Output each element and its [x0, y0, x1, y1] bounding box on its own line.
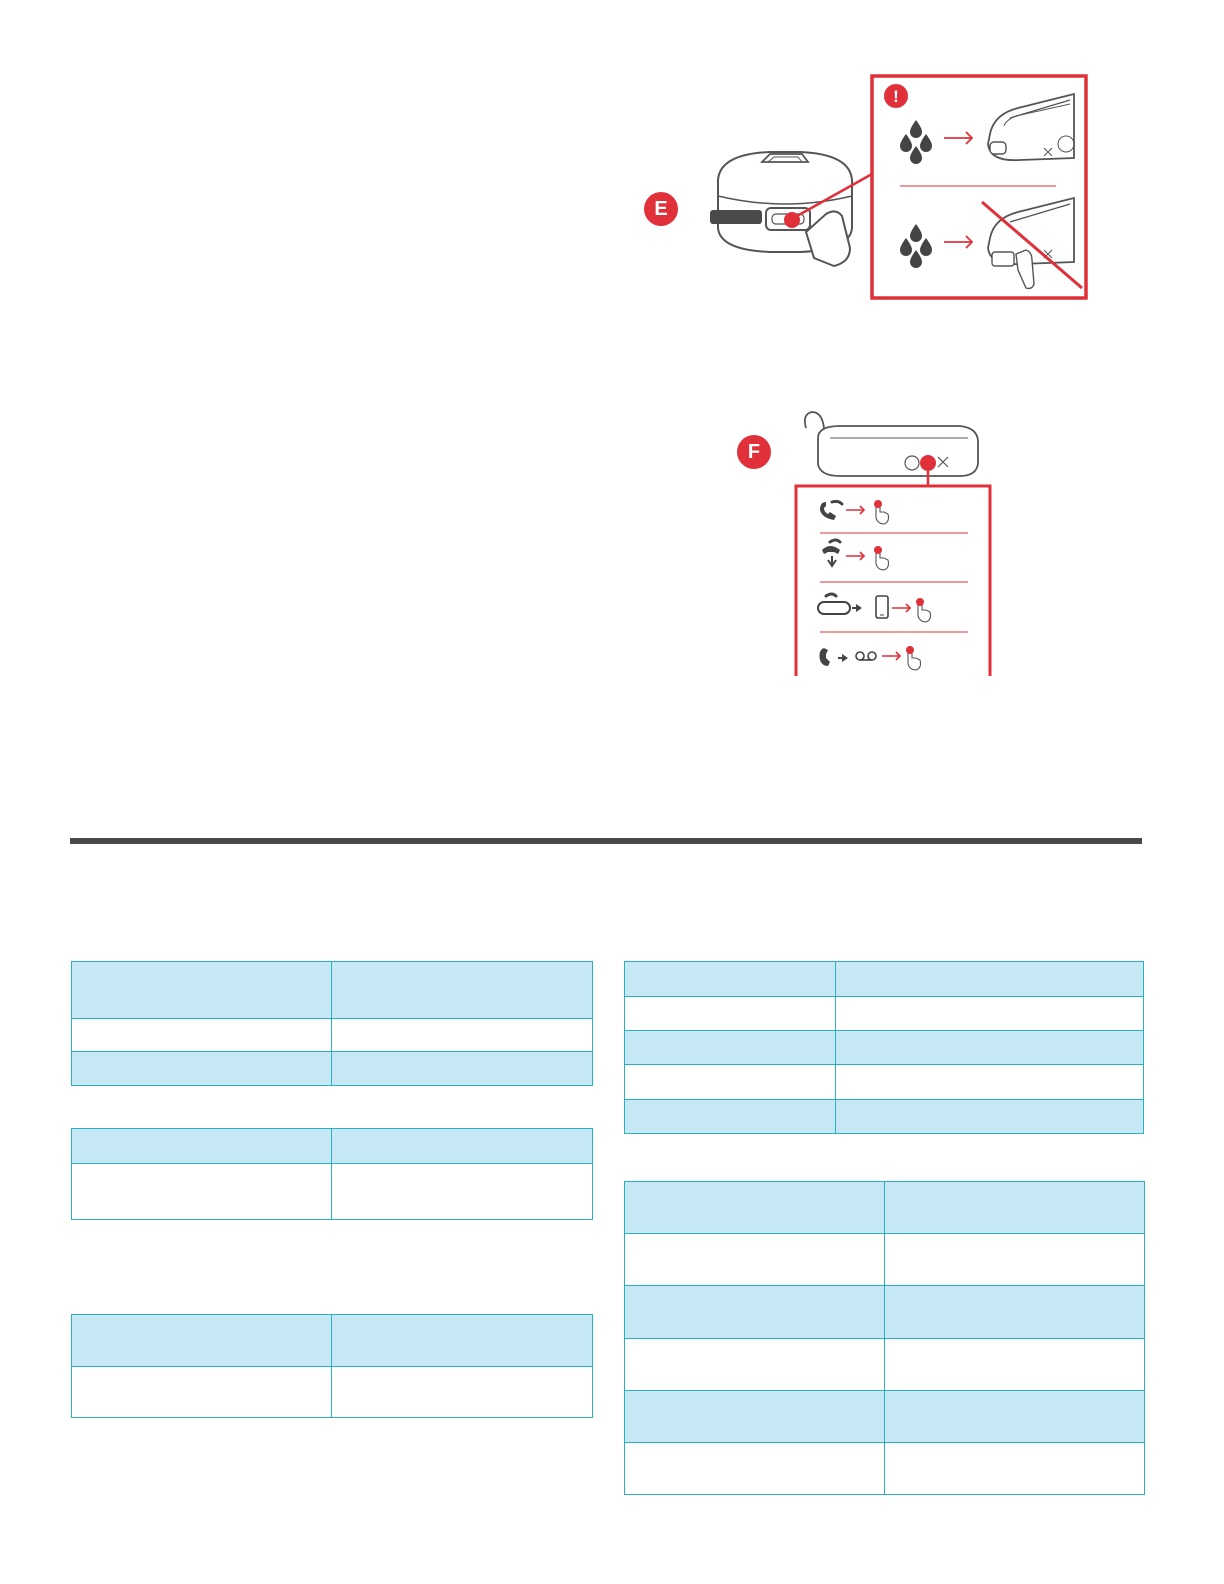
step-e-badge: E	[644, 192, 678, 226]
table-cell	[72, 1367, 332, 1418]
table-row	[72, 1164, 593, 1220]
table-row	[625, 962, 1144, 997]
table-cell	[72, 1019, 332, 1052]
table-cell	[332, 1019, 593, 1052]
table-row	[625, 1339, 1145, 1391]
table-row	[625, 1234, 1145, 1286]
table-row	[625, 1182, 1145, 1234]
table-cell	[836, 962, 1144, 997]
table-row	[625, 1391, 1145, 1443]
table-cell	[625, 1031, 836, 1065]
table-row	[72, 1019, 593, 1052]
table-row	[625, 1286, 1145, 1339]
table-row	[625, 1100, 1144, 1134]
step-f-badge: F	[737, 435, 771, 469]
table-cell	[332, 1164, 593, 1220]
table-cell	[836, 1100, 1144, 1134]
table-row	[625, 1065, 1144, 1100]
table-cell	[625, 1286, 885, 1339]
table-cell	[625, 1065, 836, 1100]
table-cell	[625, 1339, 885, 1391]
spec-table-left-middle	[71, 1128, 593, 1220]
table-cell	[836, 1031, 1144, 1065]
table-row	[72, 1367, 593, 1418]
table-cell	[332, 1052, 593, 1086]
table-cell	[625, 1391, 885, 1443]
button-functions-panel	[794, 484, 994, 676]
table-row	[625, 1443, 1145, 1495]
table-cell	[885, 1182, 1145, 1234]
table-cell	[332, 1129, 593, 1164]
table-cell	[885, 1443, 1145, 1495]
table-row	[72, 962, 593, 1019]
table-cell	[836, 1065, 1144, 1100]
table-cell	[885, 1391, 1145, 1443]
section-divider	[70, 838, 1142, 844]
headset-top-view-illustration	[800, 408, 990, 490]
table-cell	[332, 1367, 593, 1418]
table-cell	[72, 1315, 332, 1367]
spec-table-left-bottom	[71, 1314, 593, 1418]
table-row	[72, 1315, 593, 1367]
spec-table-right-top	[624, 961, 1144, 1134]
warning-badge: !	[893, 87, 899, 106]
table-cell	[625, 962, 836, 997]
table-cell	[72, 1052, 332, 1086]
table-cell	[72, 1164, 332, 1220]
table-cell	[332, 1315, 593, 1367]
table-cell	[72, 962, 332, 1019]
table-cell	[625, 997, 836, 1031]
table-cell	[625, 1234, 885, 1286]
table-cell	[332, 962, 593, 1019]
charging-case-illustration	[700, 140, 890, 280]
table-cell	[885, 1339, 1145, 1391]
table-row	[72, 1052, 593, 1086]
table-cell	[885, 1234, 1145, 1286]
table-cell	[72, 1129, 332, 1164]
table-cell	[836, 997, 1144, 1031]
moisture-warning-box	[870, 74, 1090, 302]
table-cell	[625, 1443, 885, 1495]
spec-table-left-top	[71, 961, 593, 1086]
table-row	[625, 997, 1144, 1031]
table-row	[625, 1031, 1144, 1065]
table-cell	[885, 1286, 1145, 1339]
table-cell	[625, 1100, 836, 1134]
table-cell	[625, 1182, 885, 1234]
table-row	[72, 1129, 593, 1164]
spec-table-right-bottom	[624, 1181, 1145, 1495]
